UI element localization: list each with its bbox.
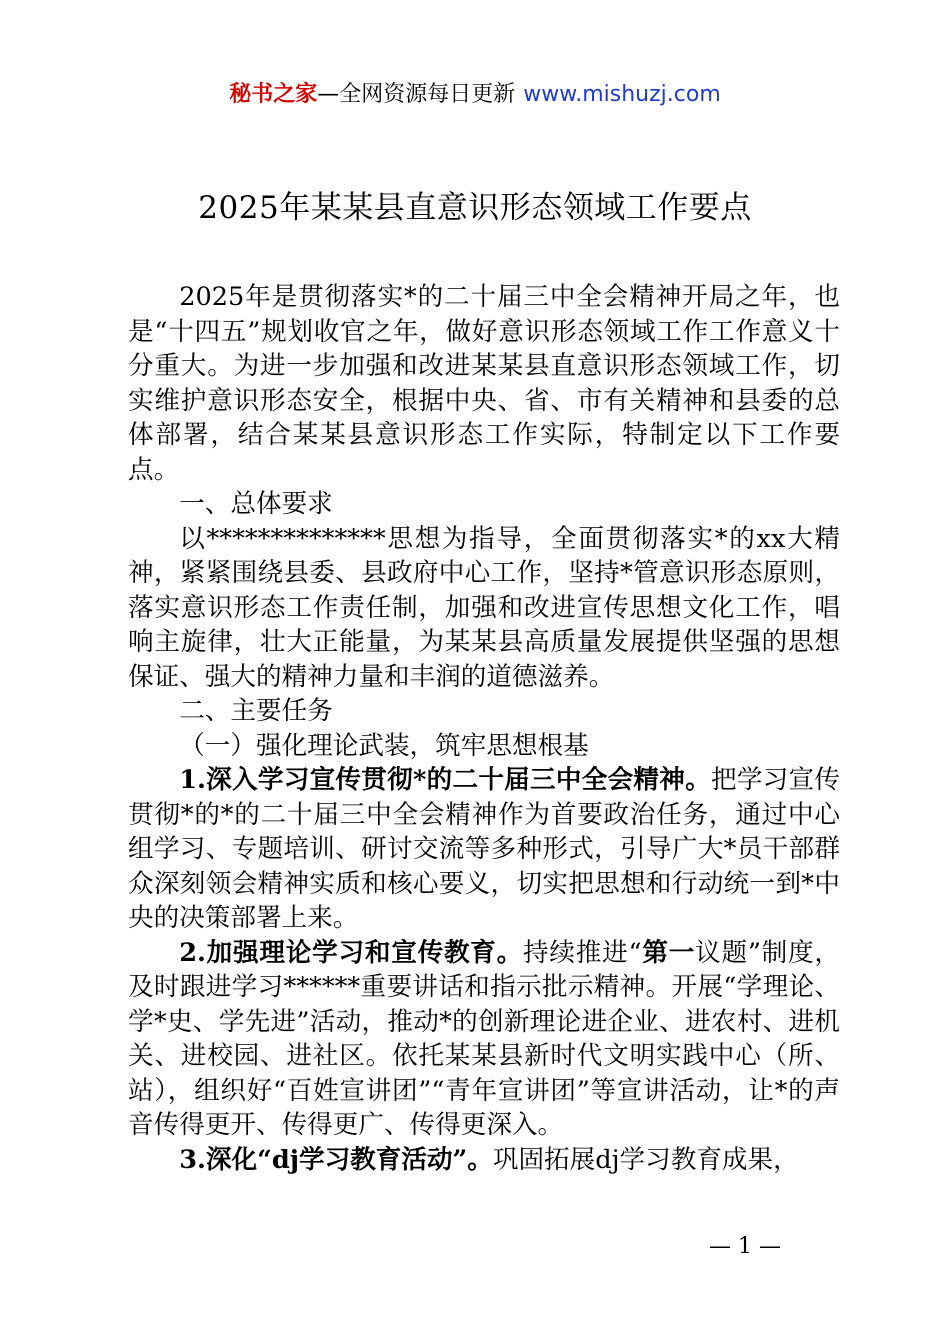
section-heading-1: 一、总体要求: [179, 489, 333, 519]
page-number: — 1 —: [709, 1234, 781, 1259]
task-item-2-lead: 2.加强理论学习和宣传教育。: [179, 937, 524, 968]
document-title: 2025年某某县直意识形态领域工作要点: [198, 190, 752, 226]
section-1-paragraph: 以**************思想为指导，全面贯彻落实*的xx大精神，紧紧围绕县委、县政府中心工作，坚持*管意识形态原则，落实意识形态工作责任制，加强和改进宣传思想文化工作，唱响主旋律，壮大正能量，为某某县高质量发展提供坚强的思想保证、强大的精神力量和丰润的道德滋养。: [128, 523, 840, 692]
brand-name: 秘书之家: [229, 82, 318, 107]
site-url[interactable]: www.mishuzj.com: [523, 82, 721, 107]
header-dash: —: [317, 82, 340, 107]
intro-paragraph: 2025年是贯彻落实*的二十届三中全会精神开局之年，也是“十四五”规划收官之年，做好意识形态领域工作工作意义十分重大。为进一步加强和改进某某县直意识形态领域工作，切实维护意识形态安全，根据中央、省、市有关精神和县委的总体部署，结合某某县意识形态工作实际，特制定以下工作要点。: [128, 282, 840, 485]
task-item-3-lead: 3.深化“dj学习教育活动”。: [179, 1144, 493, 1175]
site-watermark-header: [0, 80, 950, 110]
task-item-2-text-b: 议题”制度，及时跟进学习******重要讲话和指示批示精神。开展“学理论、学*史、学先进”活动，推动*的创新理论进企业、进农村、进机关、进校园、进社区。依托某某县新时代文明实践中心（所、站），组织好“百姓宣讲团”“青年宣讲团”等宣讲活动，让*的声音传得更开、传得更广、传得更深入。: [128, 937, 840, 1140]
task-item-2: [128, 936, 840, 1143]
task-item-1-lead: 1.深入学习宣传贯彻*的二十届三中全会精神。: [179, 765, 711, 795]
task-item-3: [128, 1143, 840, 1178]
task-item-2-text-a: 持续推进“: [523, 937, 642, 968]
subsection-heading-1: （一）强化理论武装，筑牢思想根基: [179, 730, 589, 761]
task-item-2-bold: 第一: [641, 937, 696, 968]
section-heading-2: 二、主要任务: [179, 696, 333, 726]
document-body: [128, 280, 840, 1177]
header-slogan: 全网资源每日更新: [339, 82, 516, 107]
task-item-1: [128, 763, 840, 936]
task-item-1-text: 把学习宣传贯彻*的*的二十届三中全会精神作为首要政治任务，通过中心组学习、专题培训、研讨交流等多种形式，引导广大*员干部群众深刻领会精神实质和核心要义，切实把思想和行动统一到*中央的决策部署上来。: [128, 765, 840, 933]
task-item-3-text: 巩固拓展dj学习教育成果，: [492, 1144, 799, 1175]
